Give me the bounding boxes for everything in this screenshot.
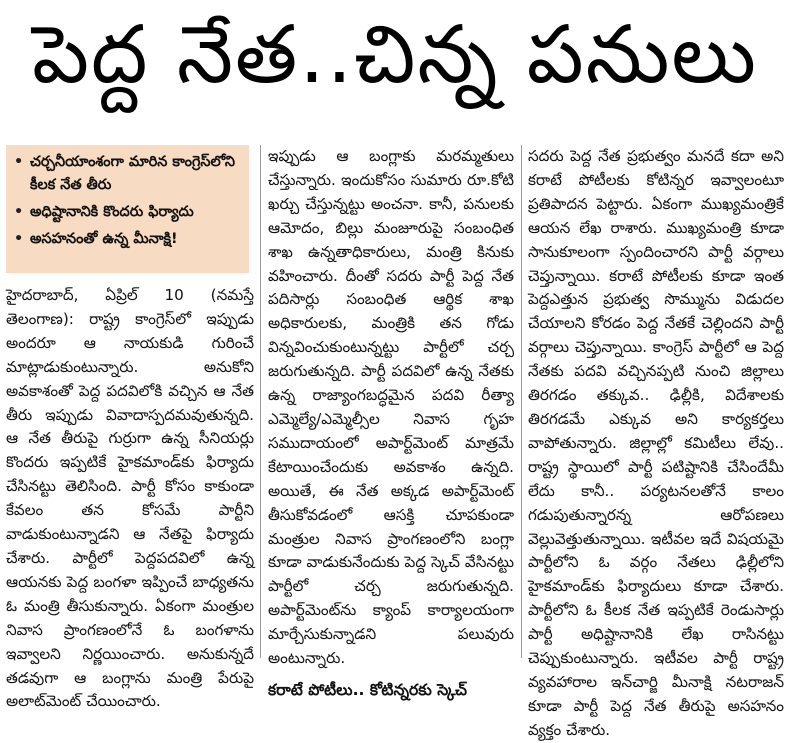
article-paragraph-2: ఇప్పుడు ఆ బంగ్లాకు మరమ్మతులు చేస్తున్నారు. ఇందుకోసం సుమారు రూ.కోటి ఖర్చు చేస్తున్నట్టు అంచనా. కానీ, పనులకు ఆమోదం, బిల్లు మంజూరుపై సంబంధిత శాఖ ఉన్నతాధికారులు, మంత్రి కినుకు వహించారు. దీంతో సదరు పార్టీ పెద్ద నేత పదిసార్లు సంబంధిత ఆర్థిక శాఖ అధికారులకు, మంత్రికి తన గోడు విన్నవించుకుంటున్నట్టు పార్టీలో చర్చ జరుగుతున్నది. పార్టీ పదవిలో ఉన్న నేతకు ఉన్న రాజ్యాంగబద్ధమైన పదవి రీత్యా ఎమ్మెల్యే/ఎమ్మెల్సీల నివాస గృహ సముదాయంలో అపార్ట్‌మెంట్ మాత్రమే కేటాయించేందుకు అవకాశం ఉన్నది. అయితే, ఈ నేత అక్కడ అపార్ట్‌మెంట్ తీసుకోవడంలో ఆసక్తి చూపకుండా మంత్రుల నివాస ప్రాంగణంలోని బంగ్లా కూడా వాడుకునేందుకు పెద్ద స్కెచ్ వేసినట్టు పార్టీలో చర్చ జరుగుతున్నది. అపార్ట్‌మెంట్‌ను క్యాంప్ కార్యాలయంగా మార్చేసుకున్నాడని పలువురు అంటున్నారు. <box>268 147 514 668</box>
article-paragraph-3: సదరు పెద్ద నేత ప్రభుత్వం మనదే కదా అని కరాటే పోటీలకు కోటిన్నర ఇవ్వాలంటూ ప్రతిపాదన పెట్టారు. ఏకంగా ముఖ్యమంత్రికే ఆయన లేఖ రాశారు. ముఖ్యమంత్రి కూడా సానుకూలంగా స్పందించారని పార్టీ వర్గాలు చెప్తున్నాయి. కరాటే పోటీలకు కూడా ఇంత పెద్దఎత్తున ప్రభుత్వ సొమ్మును విడుదల చేయాలని కోరడం పెద్ద నేతకే చెల్లిందని పార్టీ వర్గాలు చెప్తున్నాయి. కాంగ్రెస్ పార్టీలో ఆ పెద్ద నేతకు పదవి వచ్చినప్పటి నుంచి జిల్లాలు తిరగడం తక్కువ.. ఢిల్లీకి, విదేశాలకు తిరగడమే ఎక్కువ అని కార్యకర్తలు వాపోతున్నారు. జిల్లాల్లో కమిటీలు లేవు.. రాష్ట్ర స్థాయిలో పార్టీ పటిష్టానికి చేసిందేమీ లేదు కానీ.. పర్యటనలతోనే కాలం గడుపుతున్నారన్న ఆరోపణలు వెల్లువెత్తుతున్నాయి. ఇటీవల ఇదే విషయమై పార్టీలోని ఓ వర్గం నేతలు ఢిల్లీలోని హైకమాండ్‌కు ఫిర్యాదులు కూడా చేశారు. పార్టీలోని ఓ కీలక నేత ఇప్పటికే రెండుసార్లు పార్టీ అధిష్టానానికి లేఖ రాసినట్టు చెప్పుకుంటున్నారు. ఇటీవల పార్టీ రాష్ట్ర వ్యవహారాల ఇన్‌చార్జి మీనాక్షి నటరాజన్ కూడా పార్టీ పెద్ద నేత తీరుపై అసహనం వ్యక్తం చేశారు. <box>528 147 784 739</box>
highlight-item: • అధిష్టానానికి కొందరు ఫిర్యాదు <box>12 201 243 224</box>
article-column-1 <box>6 284 254 711</box>
dateline: హైదరాబాద్, ఏప్రిల్ 10 (నమస్తే తెలంగాణ): <box>6 286 254 328</box>
highlight-item: • అసహనంతో ఉన్న మీనాక్షి! <box>12 228 243 251</box>
headline: పెద్ద నేత..చిన్న పనులు <box>32 8 758 101</box>
highlights-list <box>12 151 243 251</box>
article-column-2 <box>268 145 514 699</box>
column-divider <box>521 145 522 658</box>
article-column-3 <box>528 145 784 739</box>
article-paragraph-1 <box>6 284 254 714</box>
highlight-item: • చర్చనీయాంశంగా మారిన కాంగ్రెస్‌లోని కీలక నేత తీరు <box>12 151 243 197</box>
column-divider <box>260 145 261 658</box>
highlights-box <box>6 145 249 273</box>
article-paragraph-1-text: రాష్ట్ర కాంగ్రెస్‌లో ఇప్పుడు అందరూ ఆ నాయకుడి గురించే మాట్లాడుకుంటున్నారు. అనుకోని అవకాశంతో పెద్ద పదవిలోకి వచ్చిన ఆ నేత తీరు ఇప్పుడు వివాదాస్పదమవుతున్నది. ఆ నేత తీరుపై గుర్రుగా ఉన్న సీనియర్లు కొందరు ఇప్పటికే హైకమాండ్‌కు ఫిర్యాదు చేసినట్టు తెలిసింది. పార్టీ కోసం కాకుండా కేవలం తన కోసమే పార్టీని వాడుకుంటున్నాడని ఆ నేతపై ఫిర్యాదు చేశారు. పార్టీలో పెద్దపదవిలో ఉన్న ఆయనకు పెద్ద బంగళా ఇప్పించే బాధ్యతను ఓ మంత్రి తీసుకున్నారు. ఏకంగా మంత్రుల నివాస ప్రాంగణంలోనే ఓ బంగళాను ఇవ్వాలని నిర్ణయించారు. అనుకున్నదే తడవుగా ఆ బంగ్లాను మంత్రి పేరుపై అలాట్‌మెంట్ చేయించారు. <box>6 309 254 711</box>
article-subhead: కరాటే పోటీలు.. కోటిన్నరకు స్కెచ్ <box>268 680 468 699</box>
